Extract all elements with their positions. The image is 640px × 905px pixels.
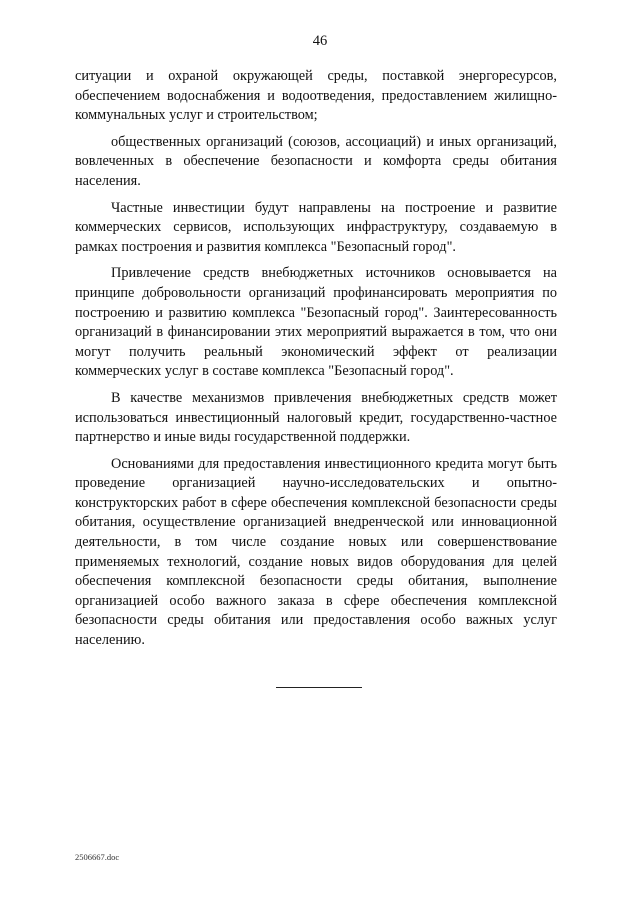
paragraph: В качестве механизмов привлечения внебюджетных средств может использоваться инвестиционный налоговый кредит, государственно-частное партнерство и иные виды государственной поддержки. — [75, 389, 557, 446]
paragraph: общественных организаций (союзов, ассоциаций) и иных организаций, вовлеченных в обеспечение безопасности и комфорта среды обитания населения. — [75, 133, 557, 189]
page-number: 46 — [312, 33, 328, 49]
paragraph: ситуации и охраной окружающей среды, поставкой энергоресурсов, обеспечением водоснабжения и водоотведения, предоставлением жилищно-коммунальных услуг и строительством; — [75, 68, 557, 124]
footer-filename: 2506667.doc — [75, 852, 120, 862]
paragraph: Частные инвестиции будут направлены на построение и развитие коммерческих сервисов, использующих инфраструктуру, создаваемую в рамках построения и развития комплекса "Безопасный город". — [75, 199, 557, 255]
paragraph: Привлечение средств внебюджетных источников основывается на принципе добровольности организаций профинансировать мероприятия по построению и развитию комплекса "Безопасный город". Заинтересованность организаций в финансировании этих мероприятий выражается в том, что они могут получить реальный экономический эффект от реализации коммерческих услуг в составе комплекса "Безопасный город". — [75, 265, 557, 380]
document-body — [75, 67, 557, 658]
end-rule-divider — [276, 687, 362, 688]
paragraph: Основаниями для предоставления инвестиционного кредита могут быть проведение организацией научно-исследовательских и опытно-конструкторских работ в сфере обеспечения комплексной безопасности среды обитания, осуществление организацией внедренческой или инновационной деятельности, в том числе создание новых или совершенствование применяемых технологий, создание новых видов оборудования для целей обеспечения комплексной безопасности среды обитания, выполнение организацией особо важного заказа в сфере обеспечения комплексной безопасности среды обитания или предоставления особо важных услуг населению. — [75, 455, 557, 649]
